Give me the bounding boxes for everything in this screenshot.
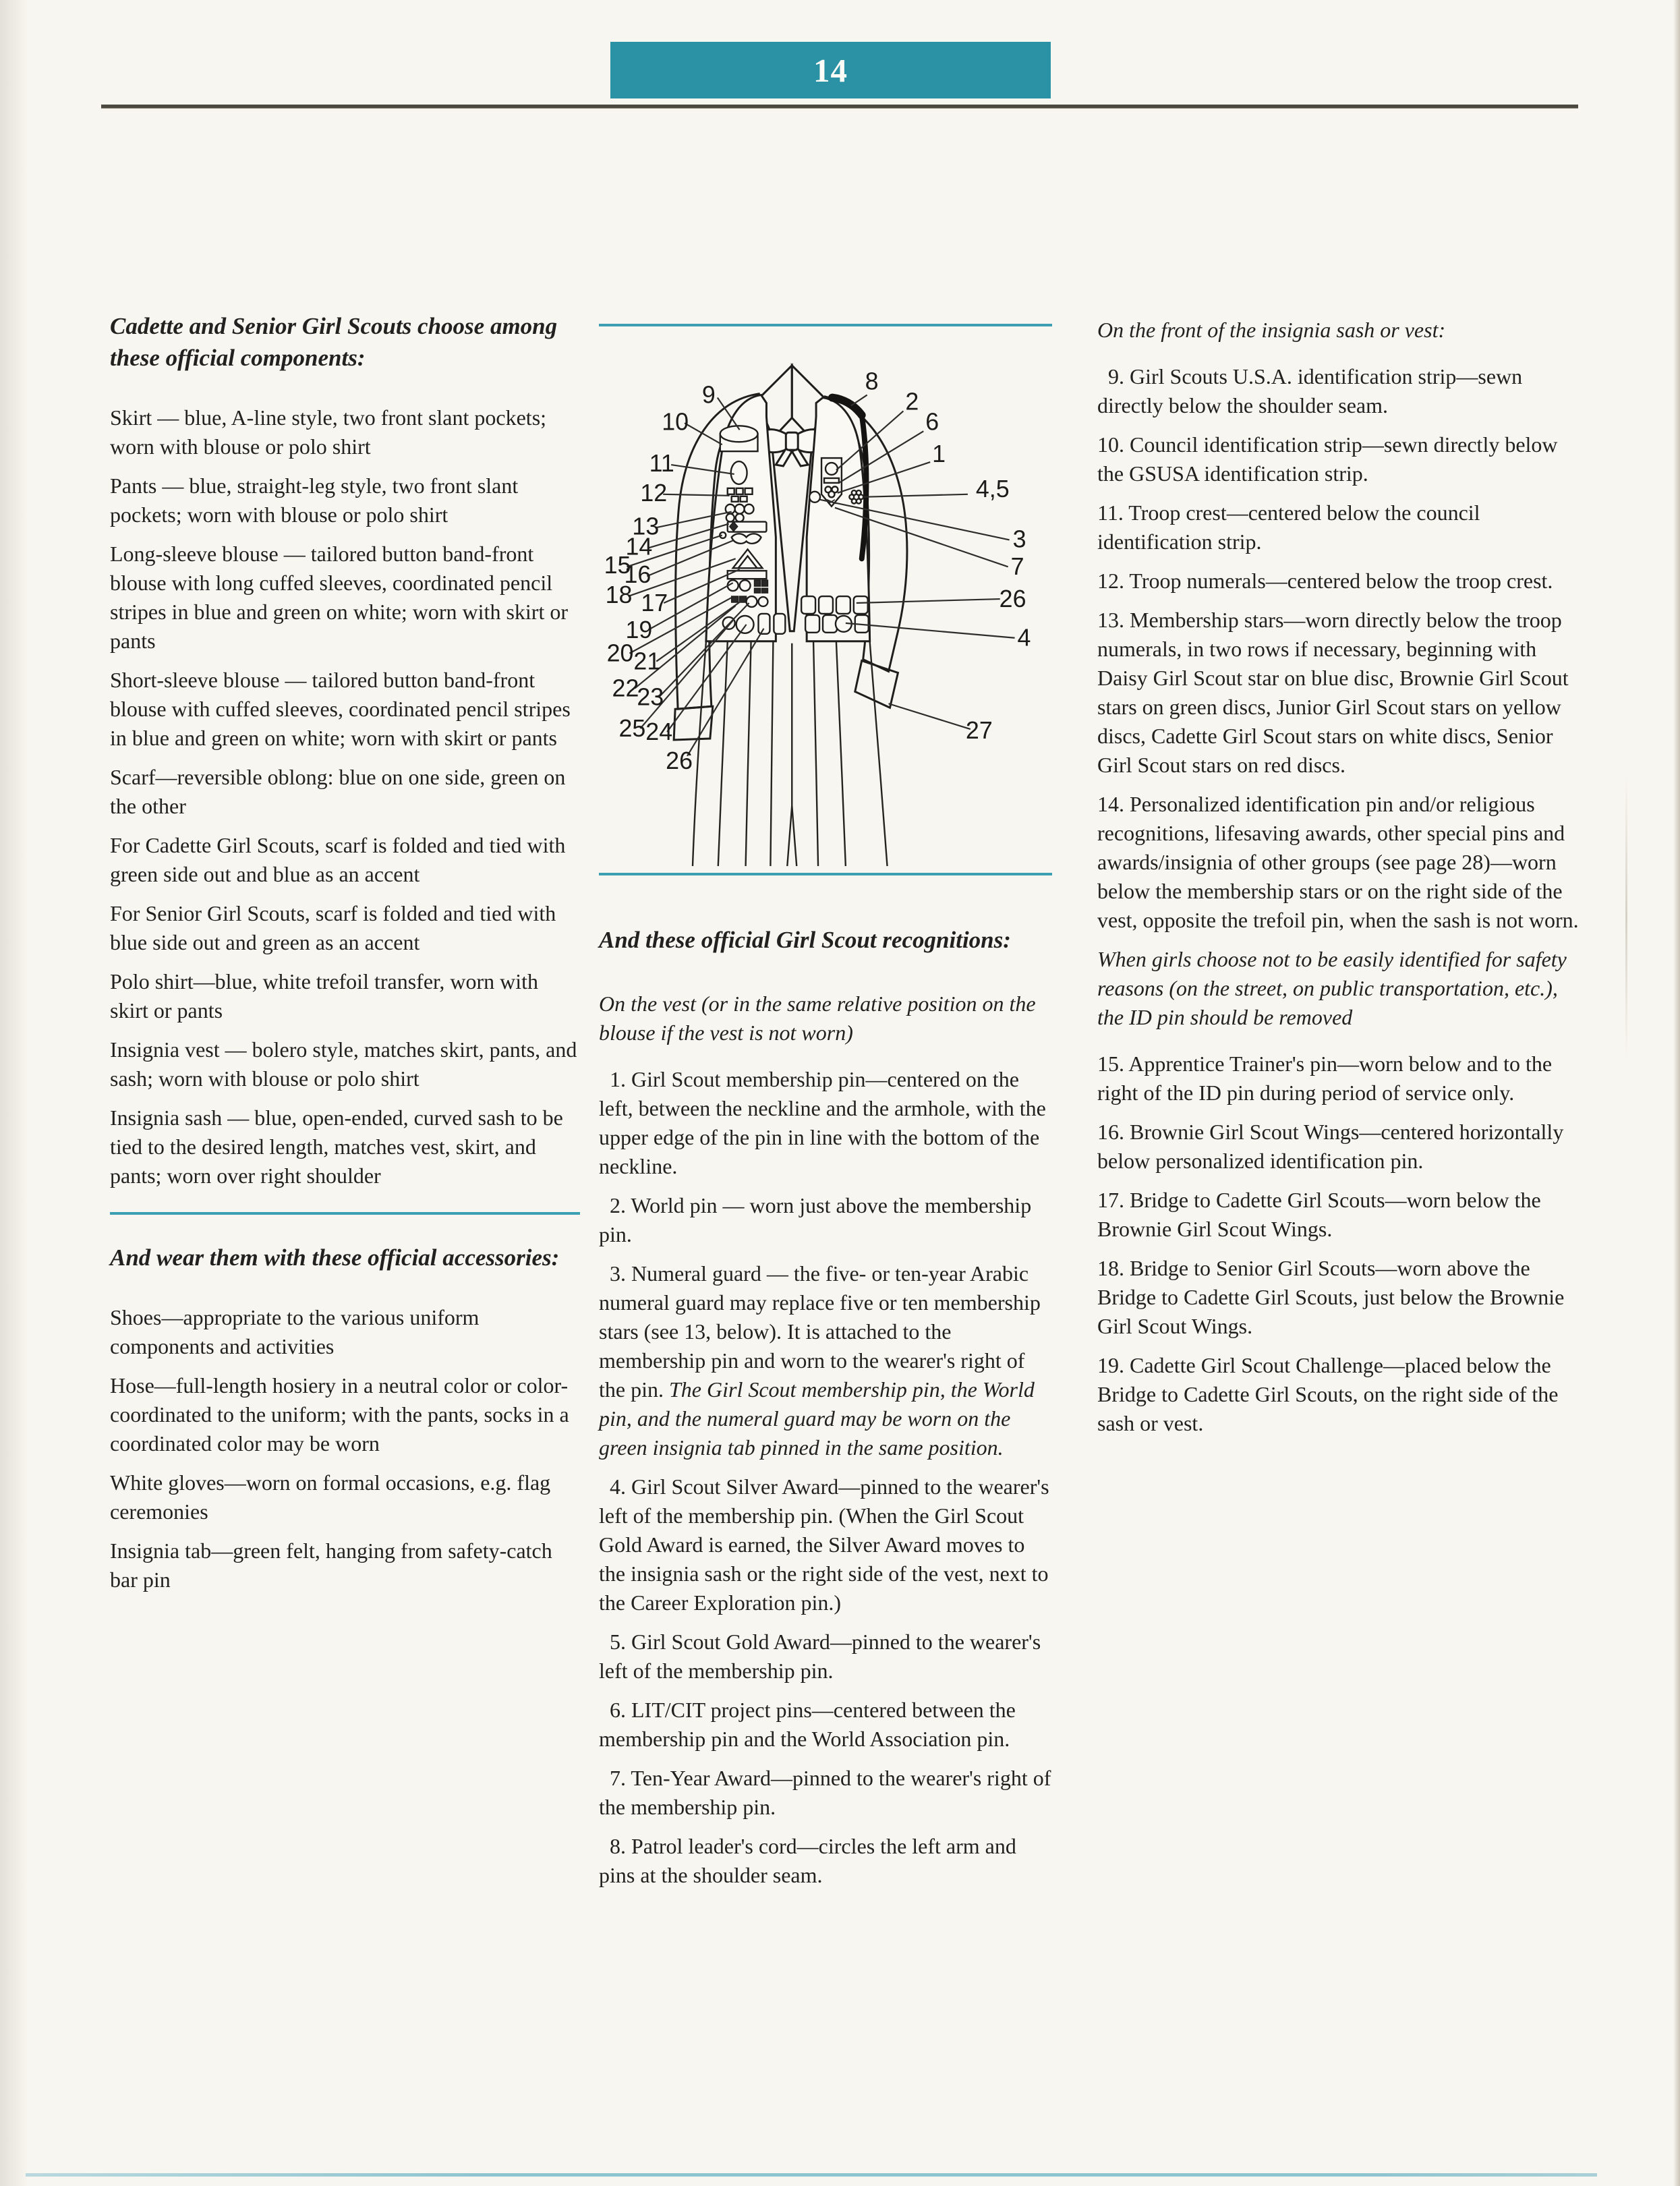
footer-rule — [26, 2173, 1597, 2177]
section-divider — [110, 1212, 580, 1215]
sash-item: 13. Membership stars—worn directly below the troop numerals, in two rows if necessary, beginning with Daisy Girl Scout star on blue disc, Brownie Girl Scout stars on green discs, Junior Girl Scout stars on yellow discs, Cadette Girl Scout stars on white discs, Senior Girl Scout stars on red discs. — [1097, 608, 1569, 777]
page-edge-shadow-left — [0, 0, 28, 2186]
callout-26-bottom: 26 — [666, 747, 693, 774]
accessories-heading: And wear them with these official accessories: — [110, 1244, 560, 1271]
callout-24: 24 — [645, 718, 673, 745]
accessory-item: Hose—full-length hosiery in a neutral color or color-coordinated to the uniform; with the pants, socks in a coordinated color may be worn — [110, 1373, 569, 1456]
callout-20: 20 — [606, 639, 634, 667]
sash-item: 17. Bridge to Cadette Girl Scouts—worn below the Brownie Girl Scout Wings. — [1097, 1188, 1541, 1241]
right-cuff — [855, 661, 898, 708]
sash-item: 18. Bridge to Senior Girl Scouts—worn above the Bridge to Cadette Girl Scouts, just below the Brownie Girl Scout Wings. — [1097, 1256, 1565, 1338]
component-item: Short-sleeve blouse — tailored button band-front blouse with cuffed sleeves, coordinated pencil stripes in blue and green on white; worn with skirt or pants — [110, 668, 571, 750]
component-item: Polo shirt—blue, white trefoil transfer, worn with skirt or pants — [110, 969, 539, 1023]
recognition-item: 5. Girl Scout Gold Award—pinned to the wearer's left of the membership pin. — [599, 1630, 1041, 1683]
callout-9: 9 — [701, 381, 716, 409]
sash-item: 16. Brownie Girl Scout Wings—centered horizontally below personalized identification pin. — [1097, 1120, 1564, 1173]
callout-14: 14 — [625, 533, 653, 560]
callout-6: 6 — [925, 408, 939, 436]
callout-25: 25 — [618, 715, 646, 743]
callout-10: 10 — [662, 408, 689, 436]
sash-item: 19. Cadette Girl Scout Challenge—placed below the Bridge to Cadette Girl Scouts, on the right side of the sash or vest. — [1097, 1353, 1559, 1435]
sash-item: 10. Council identification strip—sewn directly below the GSUSA identification strip. — [1097, 432, 1558, 486]
callout-26-right: 26 — [999, 585, 1026, 612]
accessory-item: Shoes—appropriate to the various uniform components and activities — [110, 1305, 480, 1358]
callout-23: 23 — [637, 683, 664, 711]
callout-7: 7 — [1010, 553, 1024, 581]
component-item: Insignia vest — bolero style, matches skirt, pants, and sash; worn with blouse or polo shirt — [110, 1037, 577, 1091]
sash-front-note: On the front of the insignia sash or vest: — [1097, 318, 1446, 342]
page-fold-mark — [1625, 776, 1627, 1059]
callout-3: 3 — [1012, 525, 1026, 553]
sash-item: 14. Personalized identification pin and/or religious recognitions, lifesaving awards, other special pins and awards/insignia of other groups (see page 28)—worn below the membership stars or on the right side of the vest, opposite the trefoil pin, when the sash is not worn. — [1097, 792, 1579, 932]
callout-22: 22 — [612, 674, 639, 702]
page-number: 14 — [813, 51, 848, 89]
recognition-item: 1. Girl Scout membership pin—centered on the left, between the neckline and the armhole, with the upper edge of the pin in line with the bottom of the neckline. — [599, 1067, 1046, 1178]
callout-19: 19 — [625, 616, 653, 643]
header-rule — [101, 105, 1578, 109]
sash-item: 12. Troop numerals—centered below the troop crest. — [1097, 569, 1553, 593]
component-item: Pants — blue, straight-leg style, two front slant pockets; worn with blouse or polo shirt — [110, 473, 519, 527]
component-item: Long-sleeve blouse — tailored button band-front blouse with long cuffed sleeves, coordinated pencil stripes in blue and green on white; worn with skirt or pants — [110, 542, 568, 653]
recognition-item: 4. Girl Scout Silver Award—pinned to the wearer's left of the membership pin. (When the Girl Scout Gold Award is earned, the Silver Award moves to the insignia sash or the right side of the vest, next to the Career Exploration pin.) — [599, 1474, 1049, 1615]
middle-column — [599, 312, 1052, 1900]
safety-note: When girls choose not to be easily identified for safety reasons (on the street, on public transportation, etc.), the ID pin should be removed — [1097, 947, 1567, 1029]
callout-17: 17 — [641, 589, 668, 616]
callout-1: 1 — [932, 440, 946, 468]
recognitions-note: On the vest (or in the same relative position on the blouse if the vest is not worn) — [599, 991, 1036, 1045]
callout-13: 13 — [632, 513, 660, 540]
sash-item: 11. Troop crest—centered below the council identification strip. — [1097, 500, 1480, 554]
uniform-diagram-svg — [599, 336, 1052, 873]
accessory-item: Insignia tab—green felt, hanging from safety-catch bar pin — [110, 1538, 552, 1592]
callout-12: 12 — [640, 479, 668, 507]
recognition-item: 8. Patrol leader's cord—circles the left arm and pins at the shoulder seam. — [599, 1834, 1016, 1887]
sash-item: 9. Girl Scouts U.S.A. identification strip—sewn directly below the shoulder seam. — [1097, 364, 1523, 418]
callout-15: 15 — [604, 552, 631, 579]
component-item: For Senior Girl Scouts, scarf is folded and tied with blue side out and green as an accent — [110, 901, 556, 954]
recognition-item — [599, 1259, 1052, 1462]
right-column — [1097, 316, 1588, 1448]
left-column — [110, 310, 580, 1605]
components-heading: Cadette and Senior Girl Scouts choose among these official components: — [110, 313, 558, 371]
diagram-bottom-rule — [599, 873, 1052, 875]
page-number-banner — [610, 42, 1051, 98]
uniform-diagram — [599, 336, 1052, 873]
recognitions-heading: And these official Girl Scout recognitions: — [599, 927, 1011, 953]
recognition-item: 7. Ten-Year Award—pinned to the wearer's right of the membership pin. — [599, 1766, 1051, 1819]
page-edge-shadow-right — [1673, 0, 1680, 2186]
callout-2: 2 — [905, 388, 919, 415]
callout-21: 21 — [633, 648, 661, 675]
callout-4-right: 4 — [1017, 624, 1031, 652]
callout-27: 27 — [965, 717, 993, 744]
callout-8: 8 — [865, 368, 879, 395]
recognition-item-text: 3. Numeral guard — the five- or ten-year Arabic numeral guard may replace five or ten membership stars (see 13, below). It is attached to the membership pin and worn to the wearer's right of the pin. — [599, 1261, 1041, 1402]
callout-11: 11 — [649, 449, 674, 477]
component-item: Scarf—reversible oblong: blue on one side, green on the other — [110, 765, 566, 818]
component-item: Insignia sash — blue, open-ended, curved sash to be tied to the desired length, matches vest, skirt, and pants; worn over right shoulder — [110, 1105, 563, 1188]
callout-4-5: 4,5 — [975, 475, 1010, 502]
accessory-item: White gloves—worn on formal occasions, e.g. flag ceremonies — [110, 1470, 551, 1524]
diagram-top-rule — [599, 324, 1052, 326]
component-item: Skirt — blue, A-line style, two front slant pockets; worn with blouse or polo shirt — [110, 405, 547, 459]
sash-item: 15. Apprentice Trainer's pin—worn below and to the right of the ID pin during period of service only. — [1097, 1052, 1553, 1105]
recognition-item-italic: The Girl Scout membership pin, the World pin, and the numeral guard may be worn on the green insignia tab pinned in the same position. — [599, 1377, 1035, 1460]
callout-18: 18 — [605, 581, 633, 609]
recognition-item: 2. World pin — worn just above the membership pin. — [599, 1193, 1032, 1246]
component-item: For Cadette Girl Scouts, scarf is folded and tied with green side out and blue as an accent — [110, 833, 566, 886]
callout-16: 16 — [624, 561, 651, 589]
recognition-item: 6. LIT/CIT project pins—centered between the membership pin and the World Association pin. — [599, 1698, 1016, 1751]
